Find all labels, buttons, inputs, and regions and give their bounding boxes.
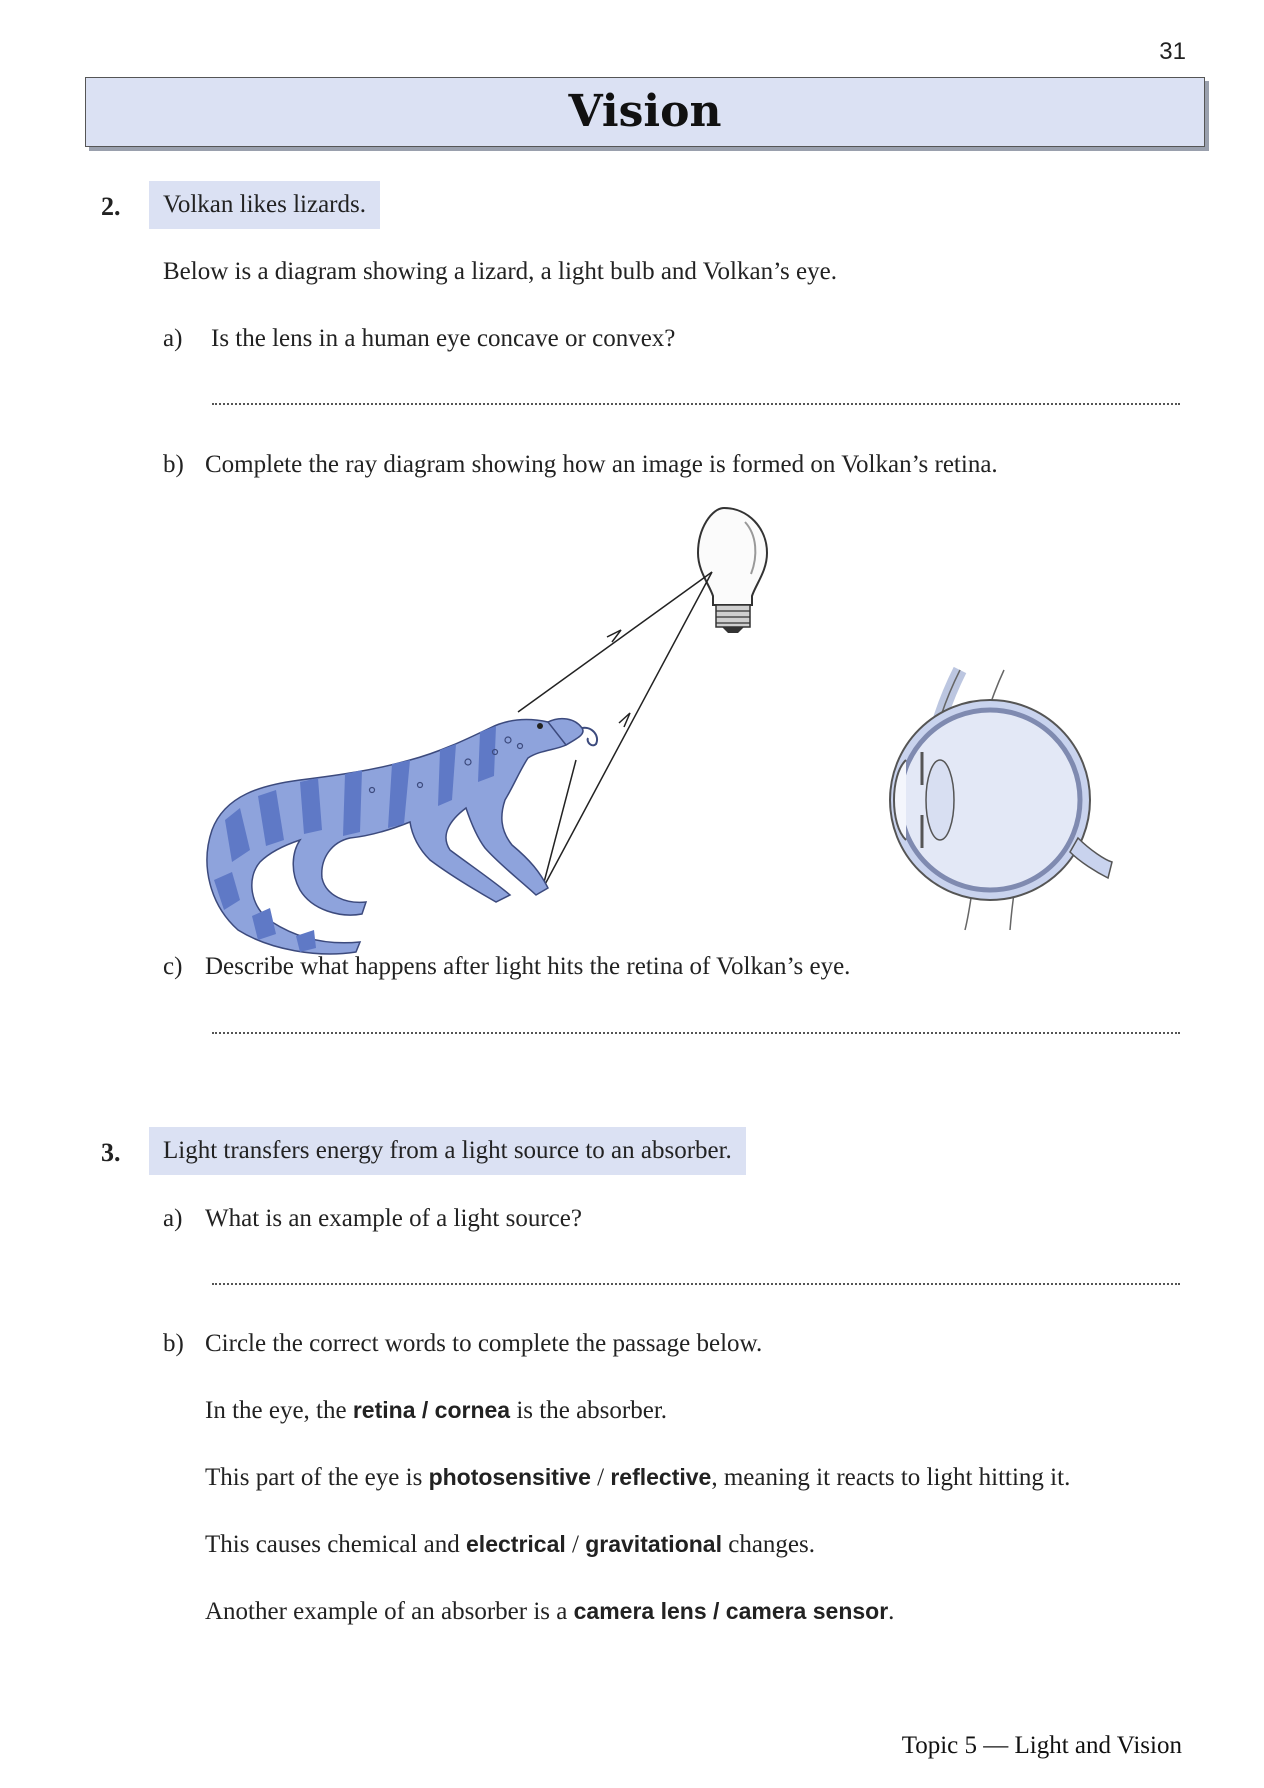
q3a-answer-line[interactable] <box>212 1283 1180 1285</box>
q3b-text: Circle the correct words to complete the passage below. <box>205 1330 763 1357</box>
page-footer: Topic 5 — Light and Vision <box>901 1732 1182 1759</box>
q2-intro: Below is a diagram showing a lizard, a light bulb and Volkan’s eye. <box>163 258 837 285</box>
option-camera-lens[interactable]: camera lens <box>573 1598 707 1624</box>
q3a-text: What is an example of a light source? <box>205 1205 582 1232</box>
option-gravitational[interactable]: gravitational <box>585 1531 722 1557</box>
option-camera-sensor[interactable]: camera sensor <box>725 1598 889 1624</box>
q2c-label: c) <box>163 953 183 980</box>
option-reflective[interactable]: reflective <box>610 1464 712 1490</box>
page-title: Vision <box>568 86 722 137</box>
passage-line-2: This part of the eye is photosensitive / reflective, meaning it reacts to light hitting it. <box>205 1464 1071 1491</box>
q2a-text: Is the lens in a human eye concave or convex? <box>211 325 676 352</box>
option-cornea[interactable]: cornea <box>434 1397 511 1423</box>
q2a-label: a) <box>163 325 183 352</box>
q3-heading: Light transfers energy from a light source to an absorber. <box>149 1127 746 1175</box>
q3a-label: a) <box>163 1205 183 1232</box>
q2c-answer-line[interactable] <box>212 1032 1180 1034</box>
q2b-text: Complete the ray diagram showing how an image is formed on Volkan’s retina. <box>205 451 998 478</box>
page-number: 31 <box>1159 38 1186 65</box>
option-retina[interactable]: retina <box>352 1397 416 1423</box>
q2-heading: Volkan likes lizards. <box>149 181 380 229</box>
option-photosensitive[interactable]: photosensitive <box>428 1464 591 1490</box>
eye-diagram-icon <box>890 670 1112 930</box>
light-bulb-icon <box>698 508 767 633</box>
q2c-text: Describe what happens after light hits the retina of Volkan’s eye. <box>205 953 851 980</box>
passage-line-4: Another example of an absorber is a camera lens / camera sensor. <box>205 1598 895 1625</box>
passage-line-1: In the eye, the retina / cornea is the absorber. <box>205 1397 668 1424</box>
option-electrical[interactable]: electrical <box>466 1531 566 1557</box>
q3b-label: b) <box>163 1330 184 1357</box>
q3-number: 3. <box>101 1138 121 1167</box>
passage-line-3: This causes chemical and electrical / gravitational changes. <box>205 1531 816 1558</box>
q2b-label: b) <box>163 451 184 478</box>
q2-number: 2. <box>101 192 121 221</box>
lizard-icon <box>207 719 597 954</box>
